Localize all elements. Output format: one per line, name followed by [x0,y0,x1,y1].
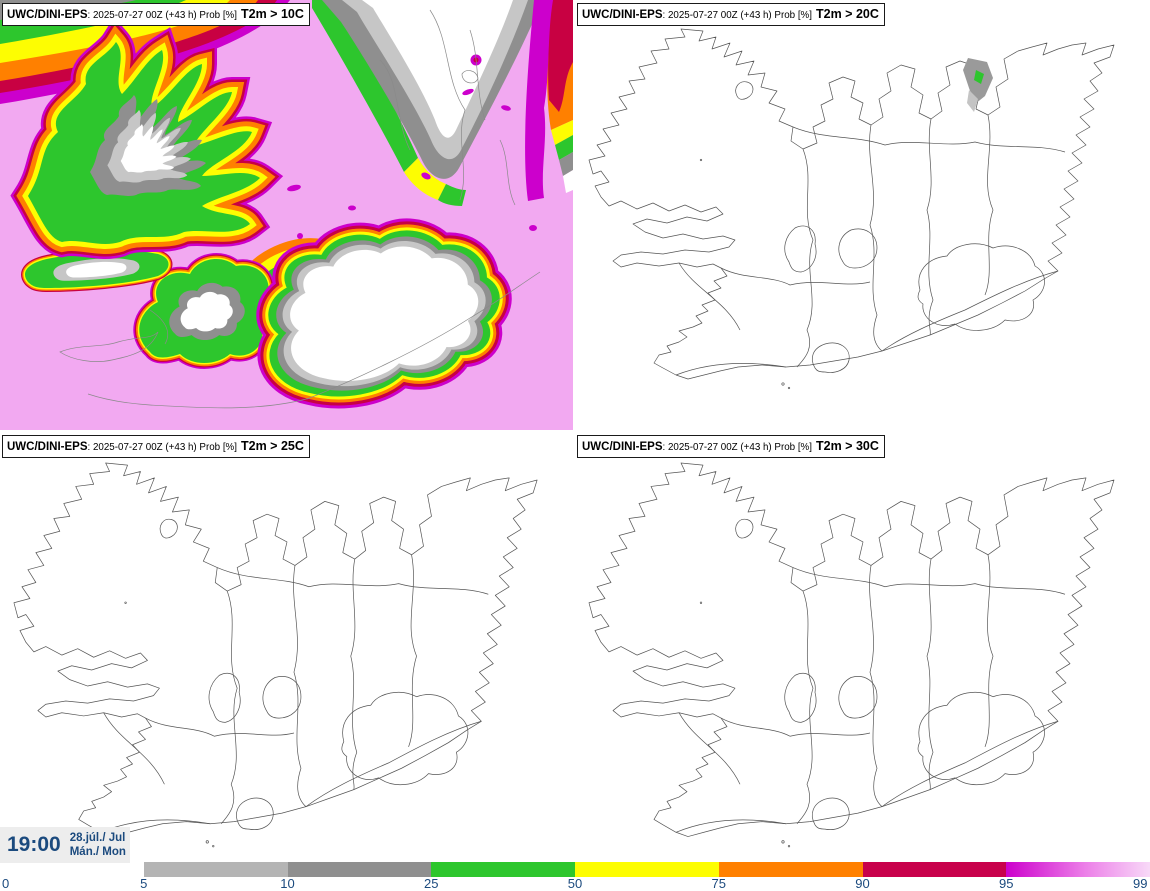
colorbar-segment-0-5 [0,862,144,877]
colorbar-label-75: 75 [711,876,726,891]
colorbar-segment-75-90 [719,862,863,877]
run-info: : 2025-07-27 00Z (+43 h) Prob [%] [662,442,812,453]
colorbar-segment-10-25 [288,862,432,877]
colorbar-bar [0,862,1150,877]
colorbar-label-10: 10 [280,876,295,891]
panel-title-t2m-25c [2,435,310,458]
colorbar-label-50: 50 [567,876,583,891]
run-info: : 2025-07-27 00Z (+43 h) Prob [%] [87,442,237,453]
colorbar-labels [0,876,1150,891]
map-panel-t2m-10c [0,0,573,430]
prob-map-art-t2m-10c [0,0,573,430]
panel-title-t2m-10c [2,3,310,26]
colorbar-segment-95-99 [1006,862,1150,877]
colorbar-segment-90-95 [863,862,1007,877]
panel-title-t2m-20c [577,3,885,26]
map-panel-t2m-20c [575,0,1150,430]
iceland-outline-map-20c [575,0,1150,430]
run-info: : 2025-07-27 00Z (+43 h) Prob [%] [87,10,237,21]
valid-date-line2: Mán./ Mon [69,846,126,858]
model-name: UWC/DINI-EPS [7,9,88,21]
map-panel-t2m-30c [575,432,1150,891]
threshold-label: T2m > 20C [816,7,879,21]
colorbar-segment-25-50 [431,862,575,877]
panel-title-t2m-30c [577,435,885,458]
colorbar-label-90: 90 [855,876,870,891]
valid-date [70,831,126,860]
colorbar-segment-5-10 [144,862,288,877]
iceland-outline-map-25c [0,432,573,891]
valid-date-line1: 28.júl./ Jul [69,831,126,844]
run-info: : 2025-07-27 00Z (+43 h) Prob [%] [662,10,812,21]
colorbar-label-0: 0 [2,876,10,891]
colorbar-label-99: 99 [1133,876,1148,891]
colorbar-label-95: 95 [999,876,1014,891]
valid-time: 19:00 [7,833,61,856]
valid-time-box [0,827,130,863]
iceland-outline-map-30c [575,432,1150,891]
model-name: UWC/DINI-EPS [7,441,88,453]
colorbar-segment-50-75 [575,862,719,877]
model-name: UWC/DINI-EPS [582,441,663,453]
model-name: UWC/DINI-EPS [582,9,663,21]
colorbar-label-25: 25 [424,876,439,891]
threshold-label: T2m > 30C [816,439,879,453]
threshold-label: T2m > 25C [241,439,304,453]
map-panel-t2m-25c [0,432,573,891]
threshold-label: T2m > 10C [241,7,304,21]
colorbar-label-5: 5 [140,876,148,891]
